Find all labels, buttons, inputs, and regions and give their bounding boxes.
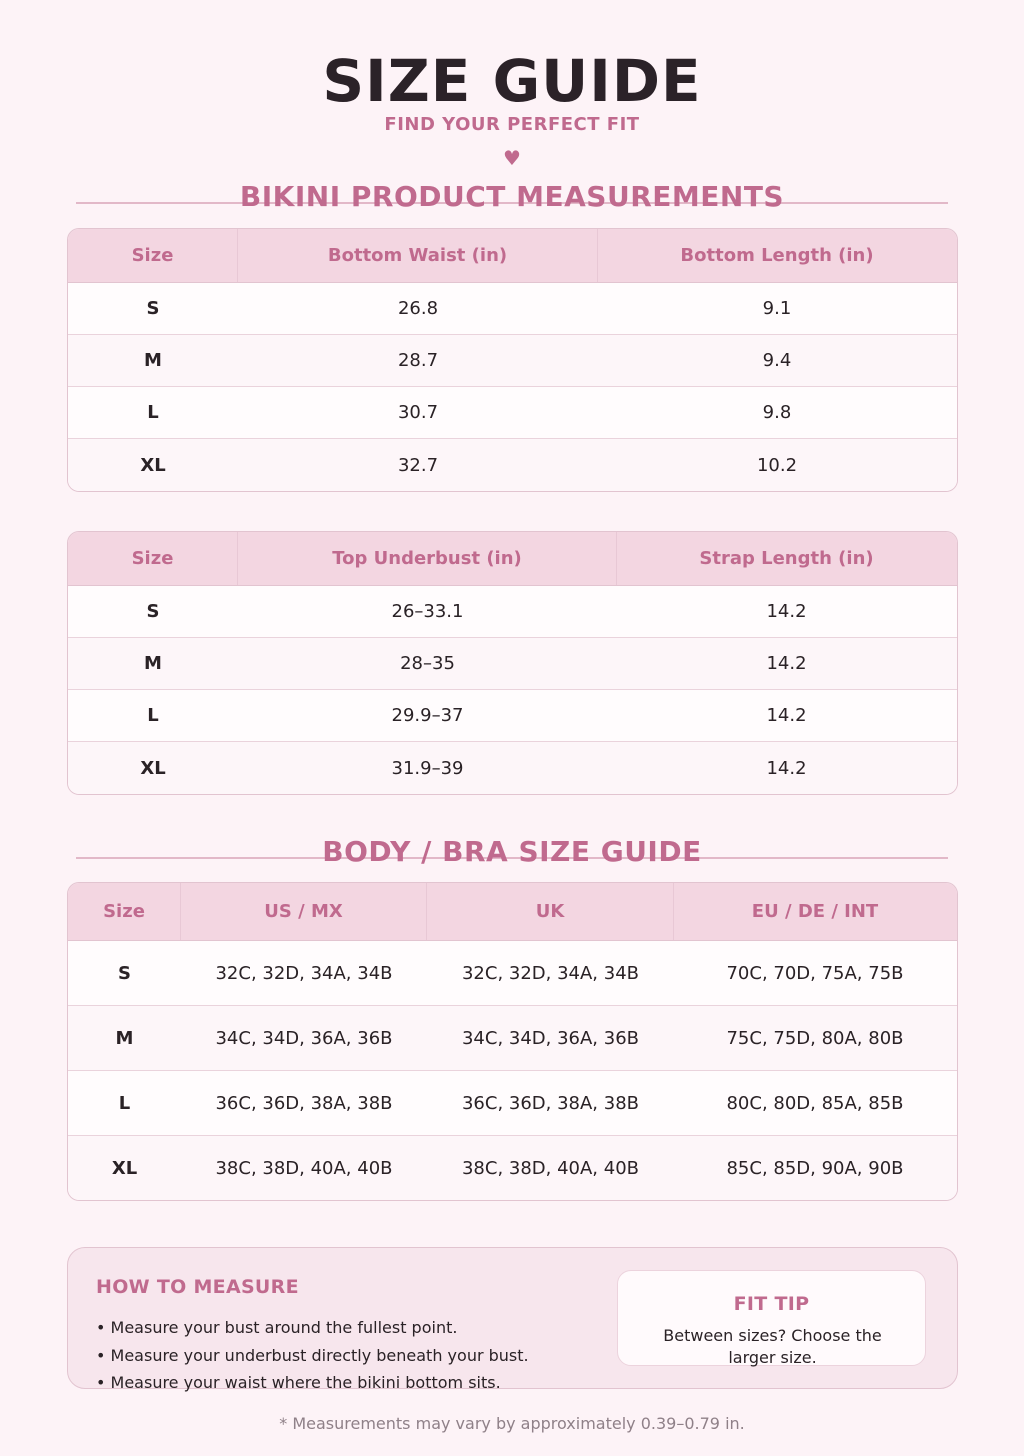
column-header: EU / DE / INT — [751, 901, 879, 922]
column-header: Top Underbust (in) — [238, 532, 617, 585]
section-heading-body — [76, 835, 948, 875]
table-header-row — [68, 883, 957, 941]
table-cell: 80C, 80D, 85A, 85B — [726, 1092, 904, 1114]
table-cell: 70C, 70D, 75A, 75B — [726, 962, 904, 984]
how-to-measure-panel — [67, 1247, 958, 1392]
table-cell: 14.2 — [766, 653, 807, 674]
fit-tip-title: FIT TIP — [733, 1293, 810, 1315]
table-cell: 14.2 — [766, 601, 807, 622]
size-cell: L — [147, 402, 159, 423]
how-to-measure-title: HOW TO MEASURE — [96, 1276, 299, 1298]
size-cell: S — [118, 962, 131, 984]
table-row — [68, 283, 957, 335]
size-cell: L — [118, 1092, 131, 1114]
table-header-row — [68, 229, 957, 283]
table-row — [68, 638, 957, 690]
table-cell: 85C, 85D, 90A, 90B — [726, 1157, 904, 1179]
size-cell: XL — [140, 757, 166, 779]
table-row — [68, 586, 957, 638]
table-row — [68, 439, 957, 491]
column-header: Size — [68, 532, 238, 585]
table-cell: 14.2 — [766, 757, 807, 779]
table-row — [68, 335, 957, 387]
table-row — [68, 941, 957, 1006]
list-item: • Measure your bust around the fullest point. — [96, 1318, 458, 1337]
page-title: SIZE GUIDE — [322, 47, 702, 115]
column-header: Strap Length (in) — [699, 548, 874, 569]
section-title: BODY / BRA SIZE GUIDE — [322, 835, 702, 868]
size-cell: L — [147, 705, 159, 726]
column-header: Bottom Length (in) — [680, 245, 874, 266]
table-cell: 28–35 — [400, 653, 455, 674]
column-header: US / MX — [181, 883, 427, 940]
page-subtitle: FIND YOUR PERFECT FIT — [384, 114, 640, 135]
table-cell: 9.8 — [762, 402, 792, 423]
table-row — [68, 1136, 957, 1200]
list-item: • Measure your underbust directly beneath your bust. — [96, 1345, 529, 1365]
column-header: UK — [427, 883, 674, 940]
table-cell: 32.7 — [397, 454, 439, 476]
bra-size-table — [67, 882, 958, 1201]
table-cell: 28.7 — [397, 350, 439, 371]
list-item: • Measure your waist where the bikini bottom sits. — [96, 1373, 501, 1392]
table-row — [68, 742, 957, 794]
table-cell: 38C, 38D, 40A, 40B — [461, 1157, 640, 1179]
measure-instructions — [96, 1314, 529, 1397]
table-row — [68, 1071, 957, 1136]
section-title: BIKINI PRODUCT MEASUREMENTS — [239, 180, 785, 213]
table-cell: 30.7 — [397, 402, 439, 423]
table-cell: 32C, 32D, 34A, 34B — [215, 962, 393, 984]
size-cell: XL — [140, 454, 166, 476]
bottom-measurements-table — [67, 228, 958, 492]
table-cell: 9.1 — [762, 298, 792, 319]
column-header: Size — [68, 229, 238, 282]
table-cell: 26–33.1 — [391, 601, 464, 622]
table-cell: 14.2 — [766, 705, 807, 726]
table-row — [68, 1006, 957, 1071]
column-header: Bottom Waist (in) — [238, 229, 598, 282]
table-cell: 36C, 36D, 38A, 38B — [215, 1092, 393, 1114]
table-cell: 10.2 — [756, 454, 798, 476]
measurement-footnote: * Measurements may vary by approximately 0.39–0.79 in. — [279, 1414, 745, 1433]
table-cell: 9.4 — [762, 350, 792, 371]
top-measurements-table — [67, 531, 958, 795]
table-cell: 32C, 32D, 34A, 34B — [461, 962, 640, 984]
table-cell: 31.9–39 — [391, 757, 464, 779]
table-cell: 29.9–37 — [391, 705, 464, 726]
size-cell: M — [115, 1027, 134, 1049]
fit-tip-text: Between sizes? Choose the larger size. — [663, 1326, 882, 1367]
size-cell: S — [146, 298, 160, 319]
size-cell: XL — [111, 1157, 138, 1179]
size-cell: M — [144, 653, 162, 674]
column-header: Size — [68, 883, 181, 940]
table-header-row — [68, 532, 957, 586]
table-cell: 26.8 — [397, 298, 439, 319]
table-row — [68, 690, 957, 742]
table-row — [68, 387, 957, 439]
section-heading-bikini — [76, 180, 948, 220]
size-cell: S — [146, 601, 160, 622]
table-cell: 38C, 38D, 40A, 40B — [215, 1157, 393, 1179]
table-cell: 34C, 34D, 36A, 36B — [215, 1027, 393, 1049]
table-cell: 36C, 36D, 38A, 38B — [461, 1092, 640, 1114]
fit-tip-card — [617, 1270, 926, 1366]
table-cell: 75C, 75D, 80A, 80B — [726, 1027, 904, 1049]
heart-icon: ♥ — [503, 146, 521, 170]
size-cell: M — [144, 350, 162, 371]
table-cell: 34C, 34D, 36A, 36B — [461, 1027, 640, 1049]
